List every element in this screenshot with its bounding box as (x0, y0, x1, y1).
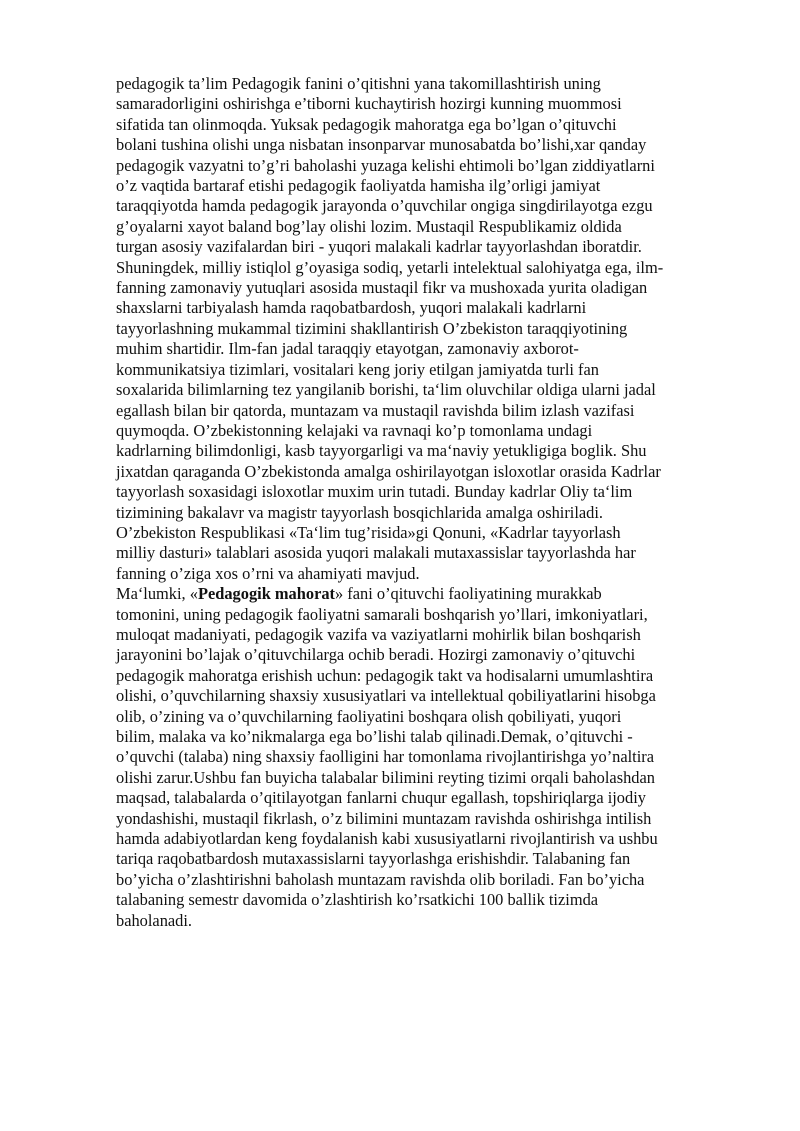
text-line: O’zbekiston Respublikasi «Ta‘lim tug’risida»gi Qonuni, «Kadrlar tayyorlash (116, 522, 621, 542)
text-line: turgan asosiy vazifalardan biri - yuqori malakali kadrlar tayyorlashdan iboratdir. (116, 237, 642, 257)
text-prefix: Ma‘lumki, « (116, 584, 198, 604)
text-line: bolani tushina olishi unga nisbatan insonparvar munosabatda bo’lishi,xar qanday (116, 135, 647, 155)
text-line: tomonini, uning pedagogik faoliyatni samarali boshqarish yo’llari, imkoniyatlari, (116, 604, 648, 624)
text-line: olib, o’zining va o’quvchilarning faoliyatini boshqara olish qobiliyati, yuqori (116, 706, 622, 726)
text-line: pedagogik ta’lim Pedagogik fanini o’qitishni yana takomillashtirish uning (116, 74, 601, 93)
text-line: egallash bilan bir qatorda, muntazam va mustaqil ravishda bilim izlash vazifasi (116, 400, 635, 420)
text-line: muloqat madaniyati, pedagogik vazifa va vaziyatlarni mohirlik bilan boshqarish (116, 624, 641, 644)
text-line: baholanadi. (116, 910, 193, 930)
text-suffix: » fani o’qituvchi faoliyatining murakkab (335, 584, 602, 604)
text-line: pedagogik vazyatni to’g’ri baholashi yuzaga kelishi ehtimoli bo’lgan ziddiyatlarni (116, 155, 655, 175)
text-line: yondashishi, mustaqil fikrlash, o’z bilimini muntazam ravishda oshirishga intilish (116, 808, 652, 828)
paragraph-2 (116, 584, 761, 931)
text-line: tayyorlash soxasidagi isloxotlar muxim urin tutadi. Bunday kadrlar Oliy ta‘lim (116, 482, 633, 502)
text-line: maqsad, talabalarda o’qitilayotgan fanlarni chuqur egallash, topshiriqlarga ijodiy (116, 788, 646, 808)
text-line: jixatdan qaraganda O’zbekistonda amalga oshirilayotgan isloxotlar orasida Kadrlar (116, 461, 661, 481)
text-line: soxalarida bilimlarning tez yangilanib borishi, ta‘lim oluvchilar oldiga ularni jadal (116, 380, 656, 400)
text-line: Shuningdek, milliy istiqlol g’oyasiga sodiq, yetarli intelektual salohiyatga ega, ilm- (116, 257, 664, 277)
text-line: tizimining bakalavr va magistr tayyorlash bosqichlarida amalga oshiriladi. (116, 502, 604, 522)
text-line: kadrlarning bilimdonligi, kasb tayyorgarligi va ma‘naviy yetukligiga boglik. Shu (116, 441, 647, 461)
text-line: olishi, o’quvchilarning shaxsiy xususiyatlari va intellektual qobiliyatlarini hisobga (116, 686, 656, 706)
text-line: hamda adabiyotlardan keng foydalanish kabi xususiyatlarni rivojlantirish va ushbu (116, 829, 658, 849)
text-line: tariqa raqobatbardosh mutaxassislarni tayyorlashga erishishdir. Talabaning fan (116, 849, 631, 869)
document-page (116, 74, 761, 931)
text-line: samaradorligini oshirishga e’tiborni kuchaytirish hozirgi kunning muommosi (116, 94, 622, 114)
text-line: taraqqiyotda hamda pedagogik jarayonda o’quvchilar ongiga singdirilayotga ezgu (116, 196, 653, 216)
text-line: tayyorlashning mukammal tizimini shakllantirish O’zbekiston taraqqiyotining (116, 318, 628, 338)
text-line: fanning zamonaviy yutuqlari asosida mustaqil fikr va mushoxada yurita oladigan (116, 278, 648, 298)
text-line: o’quvchi (talaba) ning shaxsiy faolligini har tomonlama rivojlantirishga yo’naltira (116, 747, 655, 767)
text-line: bo’yicha o’zlashtirishni baholash muntazam ravishda olib boriladi. Fan bo’yicha (116, 869, 645, 889)
text-line: fanning o’ziga xos o’rni va ahamiyati mavjud. (116, 563, 420, 583)
text-line-first (116, 584, 602, 603)
text-line: g’oyalarni xayot baland bog’lay olishi lozim. Mustaqil Respublikamiz oldida (116, 216, 622, 236)
text-line: jarayonini bo’lajak o’qituvchilarga ochib beradi. Hozirgi zamonaviy o’qituvchi (116, 645, 636, 665)
paragraph-1 (116, 74, 761, 584)
text-line: muhim shartidir. Ilm-fan jadal taraqqiy etayotgan, zamonaviy axborot- (116, 339, 579, 359)
text-line: sifatida tan olinmoqda. Yuksak pedagogik mahoratga ega bo’lgan o’qituvchi (116, 114, 617, 134)
bold-course-title: Pedagogik mahorat (197, 584, 335, 604)
text-line: o’z vaqtida bartaraf etishi pedagogik faoliyatda hamisha ilg’orligi jamiyat (116, 176, 601, 196)
text-line: bilim, malaka va ko’nikmalarga ega bo’lishi talab qilinadi.Demak, o’qituvchi - (116, 727, 633, 746)
text-line: milliy dasturi» talablari asosida yuqori malakali mutaxassislar tayyorlashda har (116, 543, 636, 563)
text-line: olishi zarur.Ushbu fan buyicha talabalar bilimini reyting tizimi orqali baholashdan (116, 767, 655, 787)
text-line: talabaning semestr davomida o’zlashtirish ko’rsatkichi 100 ballik tizimda (116, 890, 599, 910)
text-line: kommunikatsiya tizimlari, vositalari keng joriy etilgan jamiyatda turli fan (116, 359, 599, 379)
text-line: pedagogik mahoratga erishish uchun: pedagogik takt va hodisalarni umumlashtira (116, 665, 654, 685)
text-line: quymoqda. O’zbekistonning kelajaki va ravnaqi ko’p tomonlama undagi (116, 420, 593, 440)
text-line: shaxslarni tarbiyalash hamda raqobatbardosh, yuqori malakali kadrlarni (116, 298, 587, 318)
